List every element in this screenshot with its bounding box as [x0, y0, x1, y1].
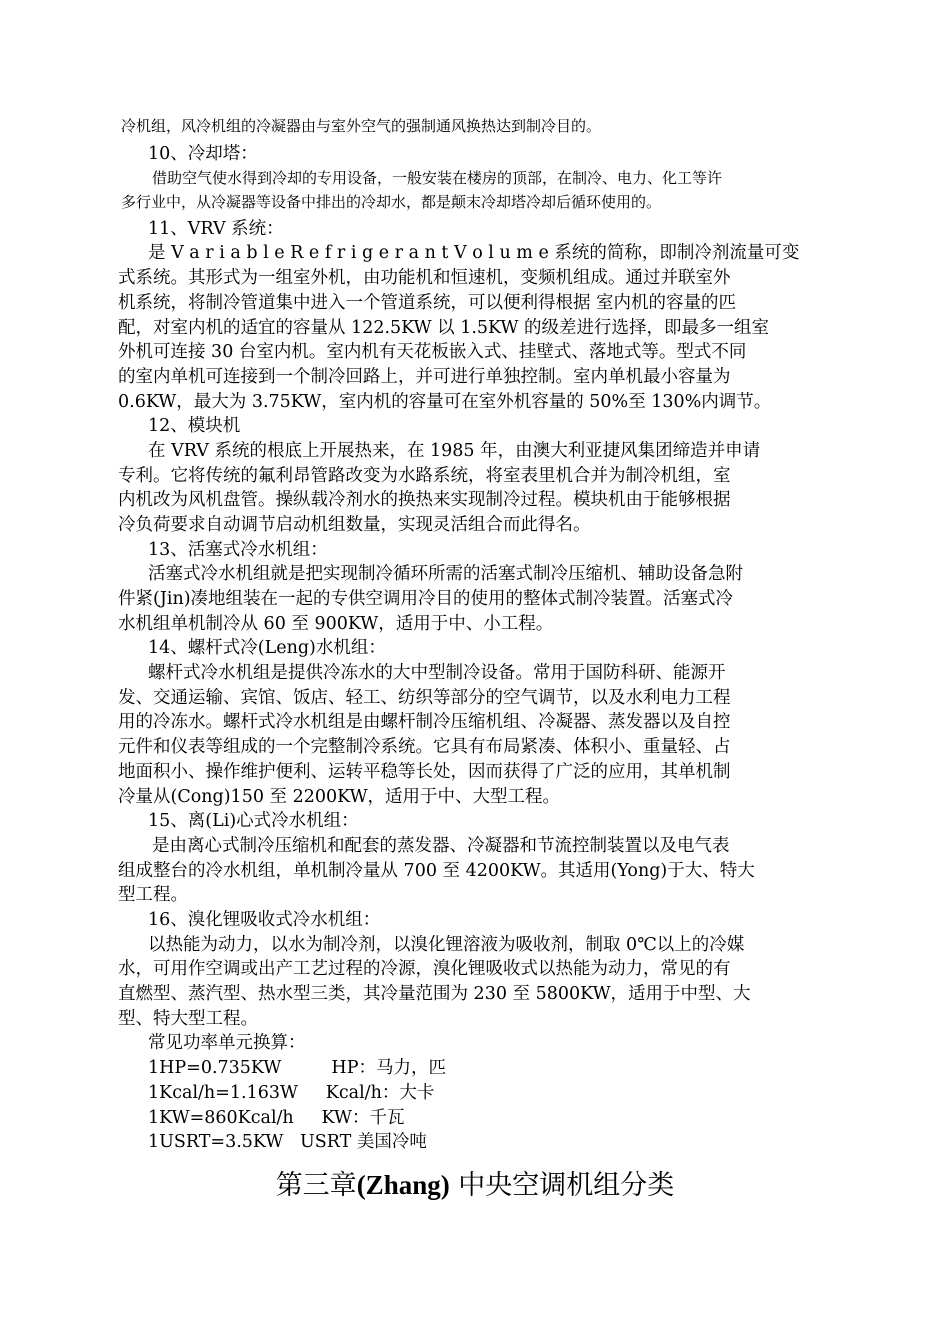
text-line: 水机组单机制冷从 60 至 900KW，适用于中、小工程。 — [118, 614, 554, 634]
conversion-line: 1USRT=3.5KW USRT 美国冷吨 — [148, 1132, 427, 1152]
chapter-heading-suffix: 中央空调机组分类 — [449, 1170, 675, 1201]
text-line: 式系统。其形式为一组室外机，由功能机和恒速机，变频机组成。通过并联室外 — [118, 268, 731, 288]
text-line: 型工程。 — [118, 885, 188, 905]
section-title: 14、螺杆式冷(Leng)水机组： — [148, 638, 386, 658]
conversion-line: 1Kcal/h=1.163W Kcal/h：大卡 — [148, 1083, 435, 1103]
section-title: 11、VRV 系统： — [148, 219, 284, 239]
chapter-heading-bold: (Zhang) — [356, 1170, 450, 1200]
text-line: 螺杆式冷水机组是提供冷冻水的大中型制冷设备。常用于国防科研、能源开 — [148, 663, 726, 683]
section-title: 12、模块机 — [148, 416, 241, 436]
section-title: 常见功率单元换算： — [148, 1033, 306, 1053]
text-line: 冷负荷要求自动调节启动机组数量，实现灵活组合而此得名。 — [118, 515, 591, 535]
chapter-heading-prefix: 第三章 — [275, 1170, 357, 1201]
text-line: 的室内单机可连接到一个制冷回路上，并可进行单独控制。室内单机最小容量为 — [118, 367, 731, 387]
text-line: 元件和仪表等组成的一个完整制冷系统。它具有布局紧凑、体积小、重量轻、占 — [118, 737, 731, 757]
text-line: 水，可用作空调或出产工艺过程的冷源，溴化锂吸收式以热能为动力，常见的有 — [118, 959, 731, 979]
text-line: 冷量从(Cong)150 至 2200KW，适用于中、大型工程。 — [118, 787, 561, 807]
text-line: 件紧(Jin)凑地组装在一起的专供空调用冷目的使用的整体式制冷装置。活塞式冷 — [118, 589, 734, 609]
chapter-heading — [0, 1163, 950, 1202]
text-line: 用的冷冻水。螺杆式冷水机组是由螺杆制冷压缩机组、冷凝器、蒸发器以及自控 — [118, 712, 731, 732]
text-line: 多行业中，从冷凝器等设备中排出的冷却水，都是颠末冷却塔冷却后循环使用的。 — [121, 193, 662, 211]
text-line: 配，对室内机的适宜的容量从 122.5KW 以 1.5KW 的级差进行选择，即最多一组室 — [118, 318, 770, 338]
text-line: 外机可连接 30 台室内机。室内机有天花板嵌入式、挂壁式、落地式等。型式不同 — [118, 342, 747, 362]
text-line: 型、特大型工程。 — [118, 1009, 258, 1029]
conversion-line: 1HP=0.735KW HP：马力，匹 — [148, 1058, 446, 1078]
text-line: 地面积小、操作维护便利、运转平稳等长处，因而获得了广泛的应用，其单机制 — [118, 762, 731, 782]
conversion-line: 1KW=860Kcal/h KW：千瓦 — [148, 1108, 405, 1128]
text-line: 组成整台的冷水机组，单机制冷量从 700 至 4200KW。其适用(Yong)于大、特大 — [118, 861, 755, 881]
text-line: 专利。它将传统的氟利昂管路改变为水路系统，将室表里机合并为制冷机组，室 — [118, 466, 731, 486]
text-line: 内机改为风机盘管。操纵载冷剂水的换热来实现制冷过程。模块机由于能够根据 — [118, 490, 731, 510]
text-line: 是由离心式制冷压缩机和配套的蒸发器、冷凝器和节流控制装置以及电气表 — [152, 836, 730, 856]
section-title: 16、溴化锂吸收式冷水机组： — [148, 910, 381, 930]
section-title: 15、离(Li)心式冷水机组： — [148, 811, 359, 831]
text-line: 发、交通运输、宾馆、饭店、轻工、纺织等部分的空气调节，以及水利电力工程 — [118, 688, 731, 708]
section-title: 10、冷却塔： — [148, 144, 258, 164]
text-line: 直燃型、蒸汽型、热水型三类，其冷量范围为 230 至 5800KW，适用于中型、大 — [118, 984, 751, 1004]
text-line: 借助空气使水得到冷却的专用设备，一般安装在楼房的顶部，在制冷、电力、化工等许 — [152, 169, 723, 187]
text-line: 冷机组，风冷机组的冷凝器由与室外空气的强制通风换热达到制冷目的。 — [121, 117, 602, 135]
text-line: 0.6KW，最大为 3.75KW，室内机的容量可在室外机容量的 50%至 130%内调节。 — [118, 392, 772, 412]
section-title: 13、活塞式冷水机组： — [148, 540, 328, 560]
text-line: 是 V a r i a b l e R e f r i g e r a n t V o l u m e 系统的简称，即制冷剂流量可变 — [148, 243, 800, 263]
text-line: 活塞式冷水机组就是把实现制冷循环所需的活塞式制冷压缩机、辅助设备急附 — [148, 564, 743, 584]
text-line: 在 VRV 系统的根底上开展热来，在 1985 年，由澳大利亚捷风集团缔造并申请 — [148, 441, 761, 461]
text-line: 以热能为动力，以水为制冷剂，以溴化锂溶液为吸收剂，制取 0℃以上的冷媒 — [148, 935, 745, 955]
text-line: 机系统，将制冷管道集中进入一个管道系统，可以便利得根据 室内机的容量的匹 — [118, 293, 737, 313]
